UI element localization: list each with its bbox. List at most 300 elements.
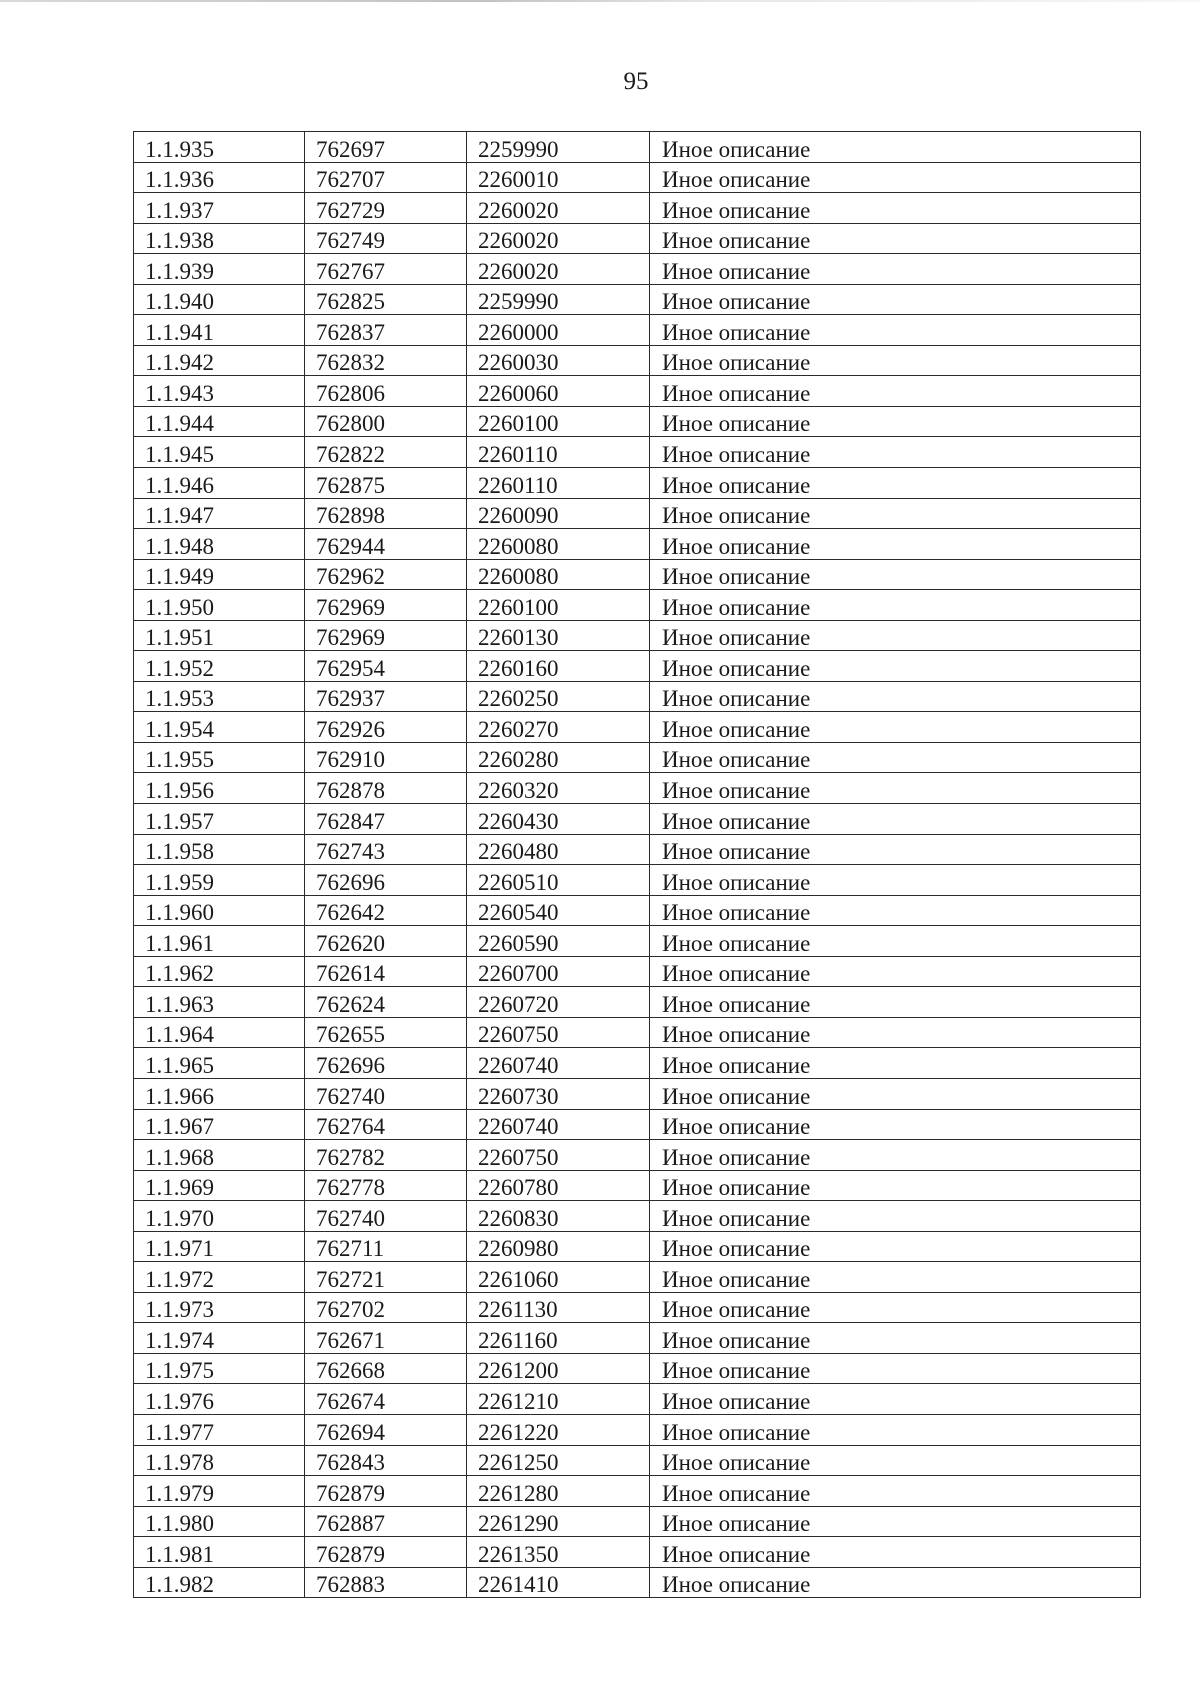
table-row — [134, 315, 1141, 346]
cell-text: 1.1.942 — [145, 350, 214, 376]
table-row — [134, 559, 1141, 590]
cell-text: 1.1.941 — [145, 319, 214, 345]
x-coordinate-cell — [305, 712, 467, 743]
y-coordinate-cell — [467, 468, 650, 499]
y-coordinate-cell — [467, 712, 650, 743]
description-cell — [650, 1414, 1141, 1445]
cell-text: 2260980 — [478, 1236, 559, 1262]
cell-text: 2261280 — [478, 1480, 559, 1506]
description-cell — [650, 865, 1141, 896]
cell-text: Иное описание — [662, 442, 811, 468]
table-row — [134, 1445, 1141, 1476]
point-number-cell — [134, 254, 305, 285]
cell-text: 2260270 — [478, 716, 559, 742]
cell-text: 762729 — [316, 197, 385, 223]
x-coordinate-cell — [305, 132, 467, 163]
table-row — [134, 254, 1141, 285]
point-number-cell — [134, 773, 305, 804]
cell-text: 762668 — [316, 1358, 385, 1384]
cell-text: 2261220 — [478, 1419, 559, 1445]
description-cell — [650, 773, 1141, 804]
description-cell — [650, 1262, 1141, 1293]
y-coordinate-cell — [467, 284, 650, 315]
x-coordinate-cell — [305, 1262, 467, 1293]
cell-text: 762671 — [316, 1327, 385, 1353]
cell-text: 2261250 — [478, 1450, 559, 1476]
cell-text: 1.1.969 — [145, 1175, 214, 1201]
table-row — [134, 773, 1141, 804]
y-coordinate-cell — [467, 865, 650, 896]
cell-text: 2260060 — [478, 380, 559, 406]
y-coordinate-cell — [467, 1292, 650, 1323]
cell-text: 762782 — [316, 1144, 385, 1170]
cell-text: 1.1.957 — [145, 808, 214, 834]
cell-text: Иное описание — [662, 136, 811, 162]
x-coordinate-cell — [305, 1567, 467, 1598]
cell-text: 2259990 — [478, 136, 559, 162]
cell-text: 2260110 — [478, 442, 558, 468]
point-number-cell — [134, 620, 305, 651]
cell-text: 2260080 — [478, 533, 559, 559]
cell-text: Иное описание — [662, 1541, 811, 1567]
cell-text: 2260700 — [478, 961, 559, 987]
cell-text: Иное описание — [662, 380, 811, 406]
table-row — [134, 956, 1141, 987]
table-row — [134, 1506, 1141, 1537]
cell-text: 1.1.970 — [145, 1205, 214, 1231]
cell-text: 2260740 — [478, 1114, 559, 1140]
table-row — [134, 1384, 1141, 1415]
cell-text: 762696 — [316, 869, 385, 895]
cell-text: Иное описание — [662, 1114, 811, 1140]
cell-text: Иное описание — [662, 625, 811, 651]
cell-text: 2261210 — [478, 1388, 559, 1414]
x-coordinate-cell — [305, 162, 467, 193]
description-cell — [650, 590, 1141, 621]
table-row — [134, 1170, 1141, 1201]
point-number-cell — [134, 1109, 305, 1140]
cell-text: 762837 — [316, 319, 385, 345]
description-cell — [650, 437, 1141, 468]
x-coordinate-cell — [305, 773, 467, 804]
cell-text: Иное описание — [662, 991, 811, 1017]
cell-text: 1.1.955 — [145, 747, 214, 773]
table-row — [134, 1048, 1141, 1079]
y-coordinate-cell — [467, 834, 650, 865]
table-row — [134, 1262, 1141, 1293]
description-cell — [650, 1078, 1141, 1109]
cell-text: Иное описание — [662, 1175, 811, 1201]
cell-text: 2260480 — [478, 839, 559, 865]
x-coordinate-cell — [305, 468, 467, 499]
point-number-cell — [134, 1414, 305, 1445]
table-row — [134, 132, 1141, 163]
point-number-cell — [134, 468, 305, 499]
description-cell — [650, 376, 1141, 407]
description-cell — [650, 406, 1141, 437]
description-cell — [650, 1292, 1141, 1323]
description-cell — [650, 987, 1141, 1018]
page-number: 95 — [623, 68, 649, 95]
cell-text: 2260010 — [478, 167, 559, 193]
y-coordinate-cell — [467, 1231, 650, 1262]
cell-text: 762721 — [316, 1266, 385, 1292]
cell-text: 1.1.964 — [145, 1022, 214, 1048]
y-coordinate-cell — [467, 1384, 650, 1415]
cell-text: Иное описание — [662, 686, 811, 712]
cell-text: 1.1.935 — [145, 136, 214, 162]
table-row — [134, 804, 1141, 835]
cell-text: 2261350 — [478, 1541, 559, 1567]
cell-text: 2260510 — [478, 869, 559, 895]
table-row — [134, 865, 1141, 896]
cell-text: 1.1.971 — [145, 1236, 214, 1262]
point-number-cell — [134, 895, 305, 926]
point-number-cell — [134, 834, 305, 865]
cell-text: 1.1.980 — [145, 1511, 214, 1537]
point-number-cell — [134, 1048, 305, 1079]
cell-text: 1.1.951 — [145, 625, 214, 651]
description-cell — [650, 193, 1141, 224]
point-number-cell — [134, 1201, 305, 1232]
y-coordinate-cell — [467, 804, 650, 835]
cell-text: Иное описание — [662, 564, 811, 590]
point-number-cell — [134, 529, 305, 560]
cell-text: 762875 — [316, 472, 385, 498]
x-coordinate-cell — [305, 987, 467, 1018]
cell-text: 762806 — [316, 380, 385, 406]
y-coordinate-cell — [467, 681, 650, 712]
x-coordinate-cell — [305, 1048, 467, 1079]
point-number-cell — [134, 1506, 305, 1537]
cell-text: Иное описание — [662, 1388, 811, 1414]
cell-text: Иное описание — [662, 1266, 811, 1292]
x-coordinate-cell — [305, 742, 467, 773]
description-cell — [650, 315, 1141, 346]
point-number-cell — [134, 1567, 305, 1598]
x-coordinate-cell — [305, 1017, 467, 1048]
cell-text: 2260160 — [478, 655, 559, 681]
y-coordinate-cell — [467, 742, 650, 773]
x-coordinate-cell — [305, 223, 467, 254]
description-cell — [650, 1506, 1141, 1537]
point-number-cell — [134, 1078, 305, 1109]
table-row — [134, 590, 1141, 621]
cell-text: 762711 — [316, 1236, 385, 1262]
cell-text: Иное описание — [662, 778, 811, 804]
point-number-cell — [134, 1384, 305, 1415]
cell-text: 2261060 — [478, 1266, 559, 1292]
x-coordinate-cell — [305, 1353, 467, 1384]
y-coordinate-cell — [467, 132, 650, 163]
cell-text: 2260020 — [478, 258, 559, 284]
x-coordinate-cell — [305, 1323, 467, 1354]
cell-text: 762822 — [316, 442, 385, 468]
cell-text: 1.1.936 — [145, 167, 214, 193]
table-row — [134, 1109, 1141, 1140]
y-coordinate-cell — [467, 1201, 650, 1232]
point-number-cell — [134, 162, 305, 193]
cell-text: 1.1.953 — [145, 686, 214, 712]
description-cell — [650, 1537, 1141, 1568]
cell-text: 762696 — [316, 1052, 385, 1078]
description-cell — [650, 468, 1141, 499]
table-row — [134, 834, 1141, 865]
cell-text: Иное описание — [662, 472, 811, 498]
cell-text: 1.1.949 — [145, 564, 214, 590]
point-number-cell — [134, 590, 305, 621]
cell-text: Иное описание — [662, 655, 811, 681]
point-number-cell — [134, 376, 305, 407]
x-coordinate-cell — [305, 193, 467, 224]
y-coordinate-cell — [467, 895, 650, 926]
cell-text: 1.1.975 — [145, 1358, 214, 1384]
x-coordinate-cell — [305, 834, 467, 865]
cell-text: 2260320 — [478, 778, 559, 804]
x-coordinate-cell — [305, 498, 467, 529]
cell-text: 2260280 — [478, 747, 559, 773]
cell-text: 762620 — [316, 930, 385, 956]
cell-text: Иное описание — [662, 900, 811, 926]
cell-text: 1.1.945 — [145, 442, 214, 468]
cell-text: 762883 — [316, 1572, 385, 1598]
point-number-cell — [134, 1231, 305, 1262]
cell-text: 762740 — [316, 1205, 385, 1231]
cell-text: Иное описание — [662, 1450, 811, 1476]
point-number-cell — [134, 1017, 305, 1048]
cell-text: 762847 — [316, 808, 385, 834]
y-coordinate-cell — [467, 1506, 650, 1537]
point-number-cell — [134, 1292, 305, 1323]
cell-text: Иное описание — [662, 228, 811, 254]
scan-edge — [0, 0, 1200, 2]
point-number-cell — [134, 498, 305, 529]
x-coordinate-cell — [305, 1170, 467, 1201]
point-number-cell — [134, 1445, 305, 1476]
y-coordinate-cell — [467, 437, 650, 468]
point-number-cell — [134, 437, 305, 468]
cell-text: 1.1.982 — [145, 1572, 214, 1598]
cell-text: 2260020 — [478, 197, 559, 223]
cell-text: Иное описание — [662, 1327, 811, 1353]
x-coordinate-cell — [305, 345, 467, 376]
x-coordinate-cell — [305, 620, 467, 651]
description-cell — [650, 345, 1141, 376]
cell-text: 2261200 — [478, 1358, 559, 1384]
description-cell — [650, 1231, 1141, 1262]
x-coordinate-cell — [305, 895, 467, 926]
cell-text: Иное описание — [662, 503, 811, 529]
description-cell — [650, 1048, 1141, 1079]
cell-text: 762707 — [316, 167, 385, 193]
x-coordinate-cell — [305, 1109, 467, 1140]
description-cell — [650, 162, 1141, 193]
y-coordinate-cell — [467, 529, 650, 560]
cell-text: Иное описание — [662, 1511, 811, 1537]
cell-text: 2260830 — [478, 1205, 559, 1231]
table-row — [134, 1017, 1141, 1048]
description-cell — [650, 956, 1141, 987]
cell-text: 1.1.944 — [145, 411, 214, 437]
cell-text: 2260780 — [478, 1175, 559, 1201]
y-coordinate-cell — [467, 193, 650, 224]
cell-text: Иное описание — [662, 1297, 811, 1323]
description-cell — [650, 529, 1141, 560]
y-coordinate-cell — [467, 315, 650, 346]
cell-text: Иное описание — [662, 411, 811, 437]
x-coordinate-cell — [305, 1231, 467, 1262]
x-coordinate-cell — [305, 1414, 467, 1445]
point-number-cell — [134, 1262, 305, 1293]
cell-text: 2261290 — [478, 1511, 559, 1537]
cell-text: 1.1.962 — [145, 961, 214, 987]
description-cell — [650, 1353, 1141, 1384]
cell-text: 1.1.937 — [145, 197, 214, 223]
table-row — [134, 223, 1141, 254]
x-coordinate-cell — [305, 1201, 467, 1232]
cell-text: 1.1.943 — [145, 380, 214, 406]
cell-text: Иное описание — [662, 716, 811, 742]
y-coordinate-cell — [467, 1353, 650, 1384]
cell-text: 762614 — [316, 961, 385, 987]
cell-text: 762740 — [316, 1083, 385, 1109]
cell-text: Иное описание — [662, 1205, 811, 1231]
cell-text: 1.1.981 — [145, 1541, 214, 1567]
point-number-cell — [134, 1140, 305, 1171]
table-row — [134, 1353, 1141, 1384]
point-number-cell — [134, 956, 305, 987]
y-coordinate-cell — [467, 376, 650, 407]
table-row — [134, 468, 1141, 499]
x-coordinate-cell — [305, 865, 467, 896]
cell-text: 762778 — [316, 1175, 385, 1201]
cell-text: 2261160 — [478, 1327, 558, 1353]
cell-text: Иное описание — [662, 533, 811, 559]
y-coordinate-cell — [467, 1262, 650, 1293]
cell-text: 762910 — [316, 747, 385, 773]
cell-text: 2260020 — [478, 228, 559, 254]
point-number-cell — [134, 223, 305, 254]
cell-text: 762887 — [316, 1511, 385, 1537]
y-coordinate-cell — [467, 1048, 650, 1079]
table-row — [134, 1201, 1141, 1232]
description-cell — [650, 742, 1141, 773]
description-cell — [650, 681, 1141, 712]
description-cell — [650, 223, 1141, 254]
description-cell — [650, 1384, 1141, 1415]
point-number-cell — [134, 651, 305, 682]
cell-text: Иное описание — [662, 350, 811, 376]
table-row — [134, 1537, 1141, 1568]
cell-text: 2259990 — [478, 289, 559, 315]
cell-text: 2260130 — [478, 625, 559, 651]
description-cell — [650, 1140, 1141, 1171]
y-coordinate-cell — [467, 1017, 650, 1048]
x-coordinate-cell — [305, 437, 467, 468]
point-number-cell — [134, 987, 305, 1018]
description-cell — [650, 1445, 1141, 1476]
description-cell — [650, 1201, 1141, 1232]
x-coordinate-cell — [305, 284, 467, 315]
y-coordinate-cell — [467, 1476, 650, 1507]
point-number-cell — [134, 345, 305, 376]
cell-text: 2260730 — [478, 1083, 559, 1109]
cell-text: Иное описание — [662, 289, 811, 315]
cell-text: 762969 — [316, 594, 385, 620]
table-row — [134, 987, 1141, 1018]
table-row — [134, 1140, 1141, 1171]
cell-text: 1.1.959 — [145, 869, 214, 895]
point-number-cell — [134, 865, 305, 896]
cell-text: Иное описание — [662, 1572, 811, 1598]
description-cell — [650, 926, 1141, 957]
cell-text: 1.1.966 — [145, 1083, 214, 1109]
description-cell — [650, 1017, 1141, 1048]
cell-text: 762655 — [316, 1022, 385, 1048]
table-row — [134, 284, 1141, 315]
y-coordinate-cell — [467, 406, 650, 437]
table-row — [134, 651, 1141, 682]
cell-text: Иное описание — [662, 1480, 811, 1506]
cell-text: 2260090 — [478, 503, 559, 529]
y-coordinate-cell — [467, 620, 650, 651]
cell-text: 2261410 — [478, 1572, 559, 1598]
y-coordinate-cell — [467, 651, 650, 682]
description-cell — [650, 254, 1141, 285]
cell-text: Иное описание — [662, 1358, 811, 1384]
table-row — [134, 1323, 1141, 1354]
cell-text: 1.1.963 — [145, 991, 214, 1017]
table-row — [134, 712, 1141, 743]
cell-text: 1.1.960 — [145, 900, 214, 926]
cell-text: Иное описание — [662, 1236, 811, 1262]
cell-text: 2260000 — [478, 319, 559, 345]
x-coordinate-cell — [305, 1140, 467, 1171]
cell-text: 762674 — [316, 1388, 385, 1414]
cell-text: 1.1.948 — [145, 533, 214, 559]
cell-text: 762697 — [316, 136, 385, 162]
cell-text: 762642 — [316, 900, 385, 926]
y-coordinate-cell — [467, 956, 650, 987]
cell-text: 2261130 — [478, 1297, 558, 1323]
point-number-cell — [134, 742, 305, 773]
cell-text: 2260250 — [478, 686, 559, 712]
x-coordinate-cell — [305, 1506, 467, 1537]
y-coordinate-cell — [467, 987, 650, 1018]
description-cell — [650, 620, 1141, 651]
y-coordinate-cell — [467, 1537, 650, 1568]
y-coordinate-cell — [467, 1078, 650, 1109]
cell-text: Иное описание — [662, 1419, 811, 1445]
cell-text: 1.1.956 — [145, 778, 214, 804]
cell-text: 1.1.974 — [145, 1327, 214, 1353]
description-cell — [650, 834, 1141, 865]
cell-text: 1.1.973 — [145, 1297, 214, 1323]
cell-text: 2260540 — [478, 900, 559, 926]
coordinates-table — [133, 131, 1141, 1598]
y-coordinate-cell — [467, 1323, 650, 1354]
table-row — [134, 437, 1141, 468]
description-cell — [650, 132, 1141, 163]
cell-text: Иное описание — [662, 258, 811, 284]
x-coordinate-cell — [305, 1078, 467, 1109]
cell-text: Иное описание — [662, 869, 811, 895]
cell-text: 1.1.968 — [145, 1144, 214, 1170]
cell-text: 1.1.967 — [145, 1114, 214, 1140]
y-coordinate-cell — [467, 345, 650, 376]
description-cell — [650, 651, 1141, 682]
cell-text: 1.1.965 — [145, 1052, 214, 1078]
